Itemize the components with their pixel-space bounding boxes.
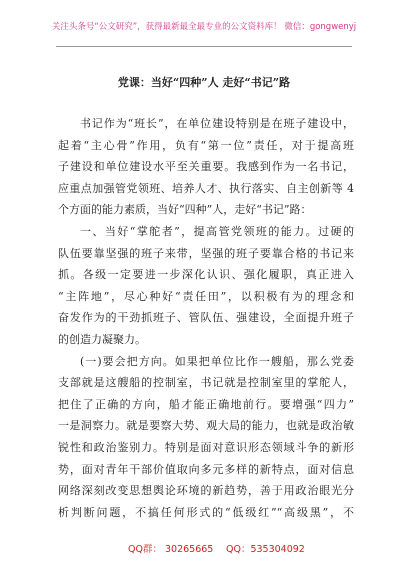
body-line: 子建设和单位建设水平至关重要。我感到作为一名书记， bbox=[58, 160, 354, 174]
qq-group-link[interactable]: QQ群： 30265665 bbox=[128, 544, 214, 555]
qq-contact-link[interactable]: QQ：535304092 bbox=[226, 544, 305, 555]
body-line: 一是洞察力。就是要察大势、观大局的能力，也就是政治敏 bbox=[58, 419, 354, 433]
document-title: 党课：当好“四种”人 走好“书记”路 bbox=[117, 76, 291, 89]
body-line: 应重点加强管党领班、培养人才、执行落实、自主创新等 4 bbox=[58, 181, 354, 195]
body-line: 的创造力凝聚力。 bbox=[58, 332, 146, 346]
body-line: 锐性和政治鉴别力。特别是面对意识形态领域斗争的新形 bbox=[58, 440, 354, 454]
body-line: 奋发作为的干劲抓班子、管队伍、强建设，全面提升班子 bbox=[58, 311, 354, 325]
body-line: 一、当好“掌舵者”，提高管党领班的能力。过硬的 bbox=[80, 224, 354, 238]
body-line: 起着“主心骨”作用，负有“第一位”责任，对于提高班 bbox=[58, 138, 354, 152]
body-line: 支部就是这艘船的控制室，书记就是控制室里的掌舵人， bbox=[58, 376, 354, 390]
header-promo-note: 关注头条号“公文研究”，获得最新最全最专业的公文资料库！ 微信：gongwenyj bbox=[51, 22, 357, 32]
document-body bbox=[58, 113, 354, 523]
body-line: 抓。各级一定要进一步深化认识、强化履职，真正进入 bbox=[58, 268, 354, 282]
body-line: 书记作为“班长”，在单位建设特别是在班子建设中， bbox=[80, 117, 354, 130]
body-line: “主阵地”，尽心种好“责任田”，以积极有为的理念和 bbox=[58, 289, 354, 303]
body-line: (一)要会把方向。如果把单位比作一艘船，那么党委 bbox=[80, 354, 354, 368]
body-line: 势，面对青年干部价值取向多元多样的新特点，面对信息 bbox=[58, 462, 354, 476]
header-divider bbox=[56, 46, 352, 47]
body-line: 把住了正确的方向，船才能正确地前行。要增强“四力” bbox=[58, 397, 354, 411]
body-line: 个方面的能力素质，当好“四种”人，走好“书记”路： bbox=[58, 203, 312, 217]
page-footer bbox=[0, 541, 408, 555]
body-line: 网络深刻改变思想舆论环境的新趋势，善于用政治眼光分 bbox=[58, 484, 354, 498]
body-line: 队伍要靠坚强的班子来带，坚强的班子要靠合格的书记来 bbox=[58, 246, 354, 260]
body-line: 析判断问题，不搞任何形式的“低级红”“高级黑”，不 bbox=[58, 505, 354, 519]
